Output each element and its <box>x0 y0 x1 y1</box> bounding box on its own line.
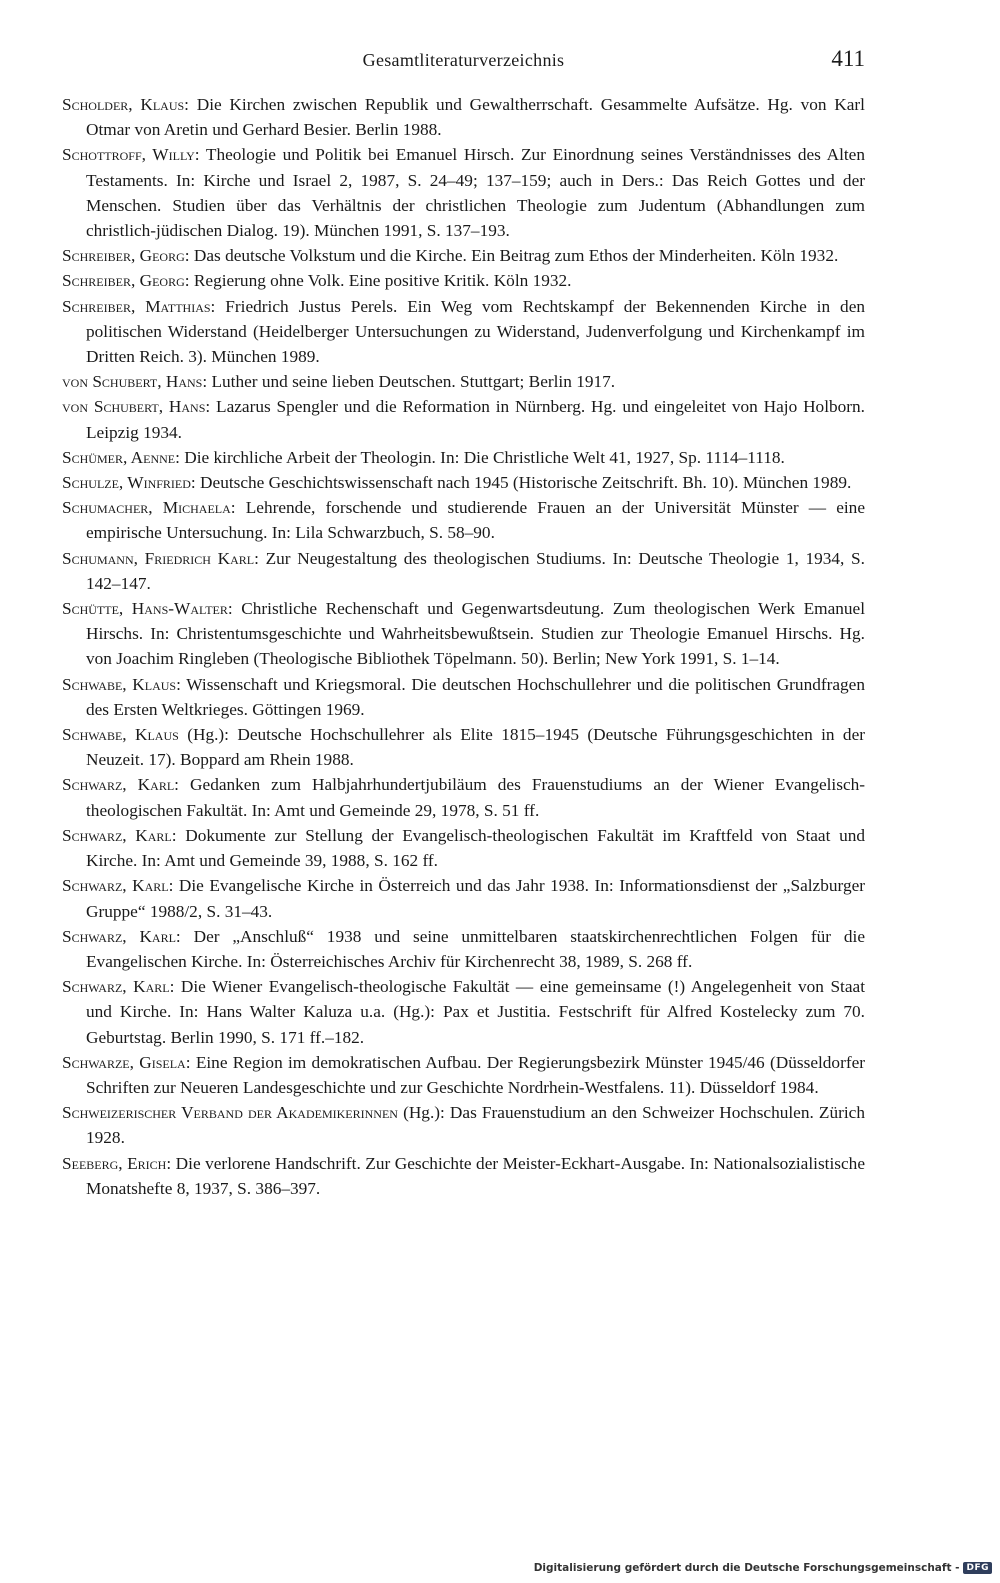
bibliography-entry <box>62 369 865 394</box>
entry-author: von Schubert, Hans: <box>62 372 208 392</box>
entry-text: Das deutsche Volkstum und die Kirche. Ein Beitrag zum Ethos der Minderheiten. Köln 1932. <box>189 246 839 266</box>
entry-text: (Hg.): Das Frauenstudium an den Schweizer Hochschulen. Zürich 1928. <box>86 1103 865 1148</box>
entry-author: Schwarz, Karl: <box>62 775 179 795</box>
entry-author: Schweizerischer Verband der Akademikerinnen <box>62 1103 398 1123</box>
entry-author: Seeberg, Erich: <box>62 1153 172 1173</box>
entry-author: Schwabe, Klaus <box>62 725 179 745</box>
entry-author: Schulze, Winfried: <box>62 473 196 493</box>
bibliography-entry <box>62 546 865 596</box>
entry-text: Gedanken zum Halbjahrhundertjubiläum des Frauenstudiums an der Wiener Evangelisch-theologischen Fakultät. In: Amt und Gemeinde 29, 1978, S. 51 ff. <box>86 775 866 820</box>
footer-text: Digitalisierung gefördert durch die Deutsche Forschungsgemeinschaft - <box>533 1562 960 1574</box>
entry-author: Schreiber, Matthias: <box>62 296 216 316</box>
bibliography-entry <box>62 924 865 974</box>
entry-text: Eine Region im demokratischen Aufbau. Der Regierungsbezirk Münster 1945/46 (Düsseldorfer Schriften zur Neueren Landesgeschichte und zur Geschichte Nordrhein-Westfalens. 11). Düsseldorf 1984. <box>86 1052 866 1097</box>
entry-text: Die Kirchen zwischen Republik und Gewaltherrschaft. Gesammelte Aufsätze. Hg. von Karl Otmar von Aretin und Gerhard Besier. Berlin 1988. <box>86 95 865 140</box>
entry-text: Deutsche Geschichtswissenschaft nach 1945 (Historische Zeitschrift. Bh. 10). München 1989. <box>195 473 852 493</box>
entry-author: Schütte, Hans-Walter: <box>62 599 233 619</box>
entry-text: Theologie und Politik bei Emanuel Hirsch. Zur Einordnung seines Verständnisses des Alten Testaments. In: Kirche und Israel 2, 1987, S. 24–49; 137–159; auch in Ders.: Das Reich Gottes und der Menschen. Studien über das Verhältnis der christlichen Theologie zum Judentum (Abhandlungen zum christlich-jüdischen Dialog. 19). München 1991, S. 137–193. <box>86 145 865 241</box>
bibliography-entry <box>62 268 865 293</box>
entry-text: Luther und seine lieben Deutschen. Stuttgart; Berlin 1917. <box>207 372 616 392</box>
entry-author: Schwabe, Klaus: <box>62 674 181 694</box>
entry-text: Dokumente zur Stellung der Evangelisch-theologischen Fakultät im Kraftfeld von Staat und Kirche. In: Amt und Gemeinde 39, 1988, S. 162 ff. <box>86 825 865 871</box>
entry-text: Die kirchliche Arbeit der Theologin. In: Die Christliche Welt 41, 1927, Sp. 1114–1118. <box>179 447 785 467</box>
entry-author: Schumann, Friedrich Karl: <box>62 548 259 568</box>
entry-text: Friedrich Justus Perels. Ein Weg vom Rechtskampf der Bekennenden Kirche in den politischen Widerstand (Heidelberger Untersuchungen zu Widerstand, Judenverfolgung und Kirchenkampf im Dritten Reich. 3). München 1989. <box>86 296 865 367</box>
bibliography-entry <box>62 1151 865 1201</box>
bibliography-entry <box>62 394 865 444</box>
entry-author: Schwarz, Karl: <box>62 926 181 946</box>
bibliography-entry <box>62 772 865 822</box>
entry-text: (Hg.): Deutsche Hochschullehrer als Elite 1815–1945 (Deutsche Führungsgeschichten in der Neuzeit. 17). Boppard am Rhein 1988. <box>86 725 865 770</box>
dfg-logo-icon: DFG <box>963 1562 992 1574</box>
entry-author: Schottroff, Willy: <box>62 145 200 165</box>
digitization-footer <box>534 1559 992 1577</box>
entry-author: Schreiber, Georg: <box>62 271 190 291</box>
entry-text: Die verlorene Handschrift. Zur Geschichte der Meister-Eckhart-Ausgabe. In: Nationalsozialistische Monatshefte 8, 1937, S. 386–397. <box>86 1153 865 1198</box>
entry-author: Schwarz, Karl: <box>62 977 175 997</box>
entry-text: Zur Neugestaltung des theologischen Studiums. In: Deutsche Theologie 1, 1934, S. 142–147. <box>86 548 865 593</box>
entry-text: Lazarus Spengler und die Reformation in Nürnberg. Hg. und eingeleitet von Hajo Holborn. Leipzig 1934. <box>86 397 865 442</box>
entry-text: Wissenschaft und Kriegsmoral. Die deutschen Hochschullehrer und die politischen Grundfragen des Ersten Weltkrieges. Göttingen 1969. <box>86 674 865 719</box>
bibliography-entry <box>62 974 865 1050</box>
bibliography-entry <box>62 596 865 672</box>
entry-text: Der „Anschluß“ 1938 und seine unmittelbaren staatskirchenrechtlichen Folgen für die Evangelischen Kirche. In: Österreichisches Archiv für Kirchenrecht 38, 1989, S. 268 ff. <box>86 926 865 971</box>
bibliography-entry <box>62 243 865 268</box>
entry-author: Scholder, Klaus: <box>62 95 189 114</box>
bibliography-entry <box>62 672 865 722</box>
entry-text: Christliche Rechenschaft und Gegenwartsdeutung. Zum theologischen Werk Emanuel Hirschs. In: Christentumsgeschichte und Wahrheitsbewußtsein. Studien zur Theologie Emanuel Hirschs. Hg. von Joachim Ringleben (Theologische Bibliothek Töpelmann. 50). Berlin; New York 1991, S. 1–14. <box>86 599 865 669</box>
bibliography-list <box>62 92 865 1201</box>
entry-text: Lehrende, forschende und studierende Frauen an der Universität Münster — eine empirische Untersuchung. In: Lila Schwarzbuch, S. 58–90. <box>86 498 865 543</box>
entry-author: Schwarze, Gisela: <box>62 1052 191 1072</box>
bibliography-entry <box>62 142 865 243</box>
bibliography-entry <box>62 722 865 772</box>
running-title: Gesamtliteraturverzeichnis <box>362 50 565 70</box>
entry-author: Schwarz, Karl: <box>62 825 177 845</box>
bibliography-entry <box>62 823 865 873</box>
bibliography-entry <box>62 445 865 470</box>
bibliography-entry <box>62 1050 865 1100</box>
entry-text: Die Evangelische Kirche in Österreich und das Jahr 1938. In: Informationsdienst der „Salzburger Gruppe“ 1988/2, S. 31–43. <box>86 876 866 921</box>
entry-text: Die Wiener Evangelisch-theologische Fakultät — eine gemeinsame (!) Angelegenheit von Staat und Kirche. In: Hans Walter Kaluza u.a. (Hg.): Pax et Justitia. Festschrift für Alfred Kostelecky zum 70. Geburtstag. Berlin 1990, S. 171 ff.–182. <box>86 977 865 1047</box>
bibliography-entry <box>62 495 865 545</box>
bibliography-entry <box>62 92 865 142</box>
bibliography-entry <box>62 1100 865 1150</box>
entry-text: Regierung ohne Volk. Eine positive Kritik. Köln 1932. <box>189 271 572 291</box>
entry-author: Schreiber, Georg: <box>62 246 190 266</box>
bibliography-entry <box>62 294 865 370</box>
page-number: 411 <box>831 46 865 71</box>
entry-author: Schümer, Aenne: <box>62 447 180 467</box>
page-header <box>62 46 865 76</box>
bibliography-entry <box>62 873 865 923</box>
entry-author: von Schubert, Hans: <box>62 397 211 417</box>
entry-author: Schumacher, Michaela: <box>62 498 236 518</box>
entry-author: Schwarz, Karl: <box>62 876 174 896</box>
bibliography-entry <box>62 470 865 495</box>
